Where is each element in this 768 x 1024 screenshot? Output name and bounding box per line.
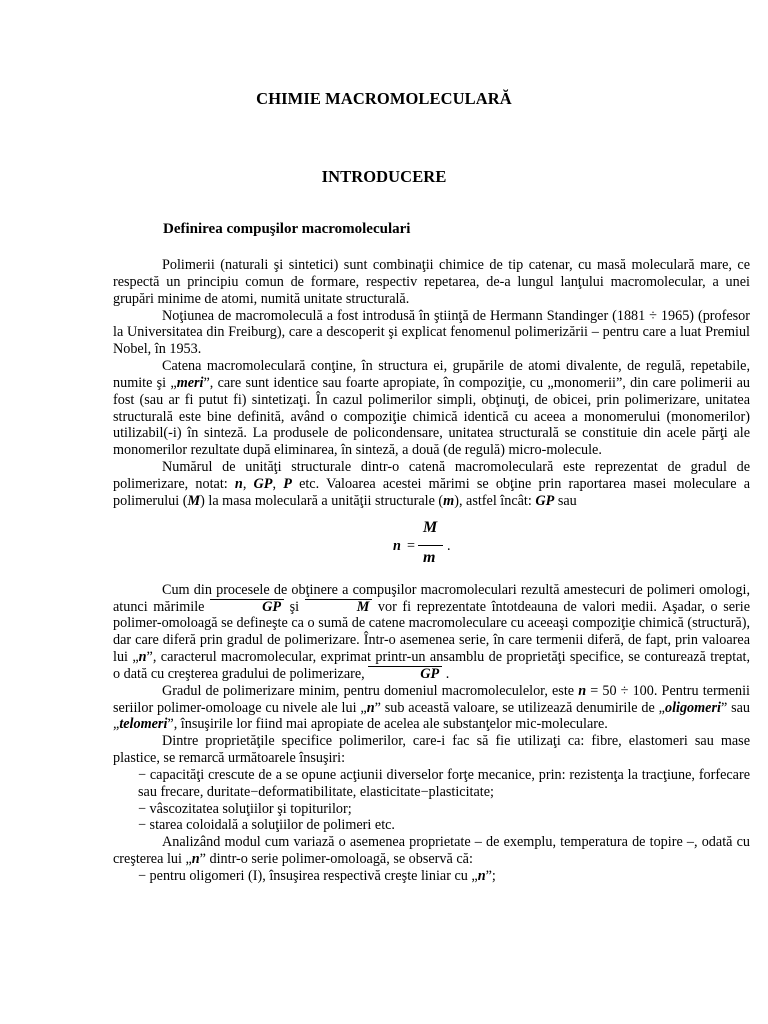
- term-meri: meri: [176, 374, 204, 391]
- overline-m: M: [305, 599, 373, 614]
- formula-equals: =: [407, 537, 416, 554]
- formula-lhs: n: [393, 537, 401, 554]
- overline-gp: GP: [210, 599, 284, 614]
- paragraph-polymerization-degree: Numărul de unităţi structurale dintr-o catenă macromoleculară este reprezentat de gradul de polimerizare, notat: n, GP, P etc. Valoarea acestei mărimi se obţine prin raportarea masei moleculare a polimerului (M) la masa moleculară a unităţii structurale (m), astfel încât: GP sau: [113, 459, 750, 509]
- fraction-bar: [418, 545, 443, 546]
- formula-degree-of-polymerization: [113, 517, 750, 575]
- paragraph-homologous-series: Cum din procesele de obţinere a compuşilor macromoleculari rezultă amestecuri de polimeri omologi, atunci mărimile GP şi M vor fi reprezentate întotdeauna de valori medii. Aşadar, o serie polimer-omoloagă se defineşte ca o sumă de catene macromoleculare cu aceeaşi compoziţie chimică (structură), dar care diferă prin gradul de polimerizare. Într-o asemenea serie, în care termenii diferă, de fapt, prin valoarea lui „n”, caracterul macromolecular, exprimat printr-un ansamblu de proprietăţi specifice, se conturează treptat, o dată cu creşterea gradului de polimerizare, GP .: [113, 581, 750, 682]
- body-text: [113, 257, 750, 885]
- paragraph-macromolecule-notion: Noţiunea de macromoleculă a fost introdusă în ştiinţă de Hermann Standinger (1881 ÷ 1965) (profesor la Universitatea din Freiburg), care a descoperit şi explicat fenomenul polimerizării – pentru care a luat Premiul Nobel, în 1953.: [113, 307, 750, 358]
- subsection-title: Definirea compuşilor macromoleculari: [163, 221, 411, 237]
- list-item: − starea coloidală a soluţiilor de polimeri etc.: [138, 817, 395, 834]
- document-title: CHIMIE MACROMOLECULARĂ: [256, 89, 512, 108]
- paragraph-property-analysis: Analizând modul cum variază o asemenea proprietate – de exemplu, temperatura de topire –, odată cu creşterea lui „n” dintr-o serie polimer-omoloagă, se observă că:: [113, 834, 750, 868]
- list-item: − pentru oligomeri (I), însuşirea respectivă creşte liniar cu „n”;: [138, 868, 496, 884]
- paragraph-macromolecular-chain: Catena macromoleculară conţine, în structura ei, grupările de atomi divalente, de regulă, repetabile, numite şi „meri”, care sunt identice sau foarte apropiate, în compoziţie, cu „monomerii”, din care polimerii au fost (sau ar fi putut fi) sintetizaţi. În cazul polimerilor simpli, obţinuţi, de obicei, prin polimerizare, unitatea structurală este bine definită, având o compoziţie chimică identică cu aceea a monomerului (monomerilor) utilizabil(-i) în sinteză. La produsele de policondensare, unitatea structurală se constituie din acele părţi ale monomerilor rezultate după eliminarea, în sinteză, a două (de regulă) micro-molecule.: [113, 358, 750, 459]
- term-telomeri: telomeri: [119, 716, 168, 733]
- term-oligomeri: oligomeri: [664, 699, 721, 716]
- section-title: INTRODUCERE: [321, 167, 447, 186]
- overline-gp-2: GP: [368, 666, 442, 681]
- formula-period: .: [447, 537, 451, 554]
- formula-numerator: M: [423, 518, 438, 536]
- formula-denominator: m: [423, 548, 436, 566]
- paragraph-specific-properties: Dintre proprietăţile specifice polimerilor, care-i fac să fie utilizaţi ca: fibre, elastomeri sau mase plastice, se remarcă următoarele însuşiri:: [113, 733, 750, 767]
- list-item: − capacităţi crescute de a se opune acţiunii diverselor forţe mecanice, prin: rezistenţa la tracţiune, forfecare sau frecare, duritate−deformatibilitate, elasticitate−plasticitate;: [138, 766, 750, 800]
- paragraph-polymers-definition: Polimerii (naturali şi sintetici) sunt combinaţii chimice de tip catenar, cu masă moleculară mare, ce respectă un principiu comun de formare, respectiv repetarea, de-a lungul lanţului macromolecular, a unei grupări minime de atomi, numită unitate structurală.: [113, 257, 750, 307]
- paragraph-minimum-degree: Gradul de polimerizare minim, pentru domeniul macromoleculelor, este n = 50 ÷ 100. Pentru termenii seriilor polimer-omoloage cu nivele ale lui „n” sub această valoare, se utilizează denumirile de „oligomeri” sau „telomeri”, însuşirile lor fiind mai apropiate de acelea ale substanţelor mic-moleculare.: [113, 682, 750, 733]
- list-item: − vâscozitatea soluţiilor şi topiturilor;: [138, 800, 352, 817]
